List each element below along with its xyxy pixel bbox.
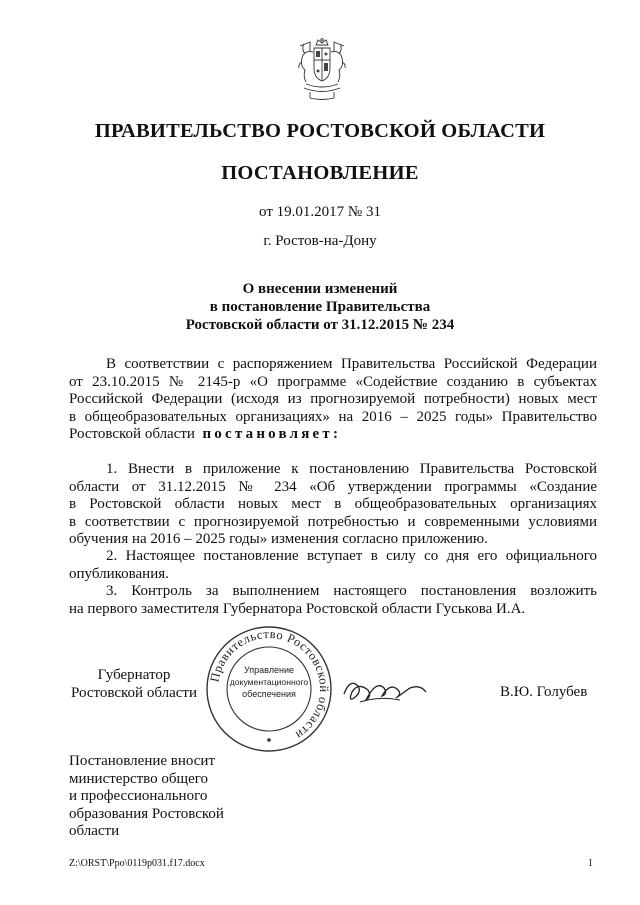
position-line: Ростовской области: [71, 685, 197, 701]
page-number: 1: [588, 858, 593, 869]
note-line: и профессионального: [69, 788, 208, 805]
note-line: области: [69, 823, 120, 840]
paragraph-line: в Ростовской области новых мест в общеобразовательных организациях: [69, 496, 597, 512]
preamble-prefix: Ростовской области: [69, 426, 195, 442]
footer-file-path: Z:\ORST\Ppo\0119p031.f17.docx: [69, 858, 205, 869]
document-subject: [0, 280, 640, 334]
paragraph-line: в соответствии с прогнозируемой потребностью и современными условиями: [69, 513, 597, 530]
paragraph-line: в общеобразовательных организациях» на 2016 – 2025 годы» Правительство: [69, 408, 597, 425]
seal-inner-line: Управление: [243, 665, 295, 675]
subject-line: О внесении изменений: [242, 281, 398, 297]
clause-2-paragraph: [69, 548, 597, 583]
decree-word: постановляет:: [202, 426, 342, 442]
official-seal-icon: [204, 624, 334, 754]
coat-of-arms-icon: [296, 38, 348, 102]
subject-line: в постановление Правительства: [209, 299, 431, 315]
handwritten-signature-icon: [340, 672, 430, 708]
seal-ring-text: Правительство Ростовской области: [207, 626, 332, 743]
note-line: образования Ростовской: [69, 805, 224, 822]
clause-1-paragraph: [69, 461, 597, 549]
date-number-line: от 19.01.2017 № 31: [259, 204, 381, 220]
preamble-paragraph: [69, 356, 597, 444]
paragraph-line: от 23.10.2015 № 2145-р «О программе «Содействие созданию в субъектах: [69, 373, 597, 390]
paragraph-line: опубликования.: [69, 565, 169, 582]
paragraph-line: 3. Контроль за выполнением настоящего постановления возложить: [106, 583, 597, 599]
paragraph-line: обучения на 2016 – 2025 годы» изменения согласно приложению.: [69, 531, 488, 547]
organization-title: ПРАВИТЕЛЬСТВО РОСТОВСКОЙ ОБЛАСТИ: [94, 120, 546, 142]
note-line: Постановление вносит: [69, 753, 216, 769]
position-line: Губернатор: [97, 667, 171, 683]
clause-3-paragraph: [69, 583, 597, 618]
paragraph-line: В соответствии с распоряжением Правительства Российской Федерации: [106, 356, 597, 372]
city-line: г. Ростов-на-Дону: [263, 233, 377, 249]
subject-line: Ростовской области от 31.12.2015 № 234: [185, 317, 455, 333]
paragraph-line: 2. Настоящее постановление вступает в силу со дня его официального: [106, 548, 597, 564]
paragraph-line: Российской Федерации (исходя из прогнозируемой потребности) новых мест: [69, 391, 597, 407]
seal-inner-line: документационного: [229, 677, 309, 687]
paragraph-line: на первого заместителя Губернатора Ростовской области Гуськова И.А.: [69, 600, 526, 617]
paragraph-line: [69, 426, 597, 444]
submission-note: [69, 753, 224, 841]
note-line: министерство общего: [69, 770, 209, 787]
document-type-title: ПОСТАНОВЛЕНИЕ: [221, 162, 419, 184]
seal-inner-line: обеспечения: [242, 689, 296, 699]
paragraph-line: 1. Внести в приложение к постановлению Правительства Ростовской: [106, 461, 597, 477]
signatory-name: В.Ю. Голубев: [500, 684, 588, 700]
paragraph-line: области от 31.12.2015 № 234 «Об утверждении программы «Создание: [69, 478, 597, 495]
signatory-position: [70, 666, 198, 702]
